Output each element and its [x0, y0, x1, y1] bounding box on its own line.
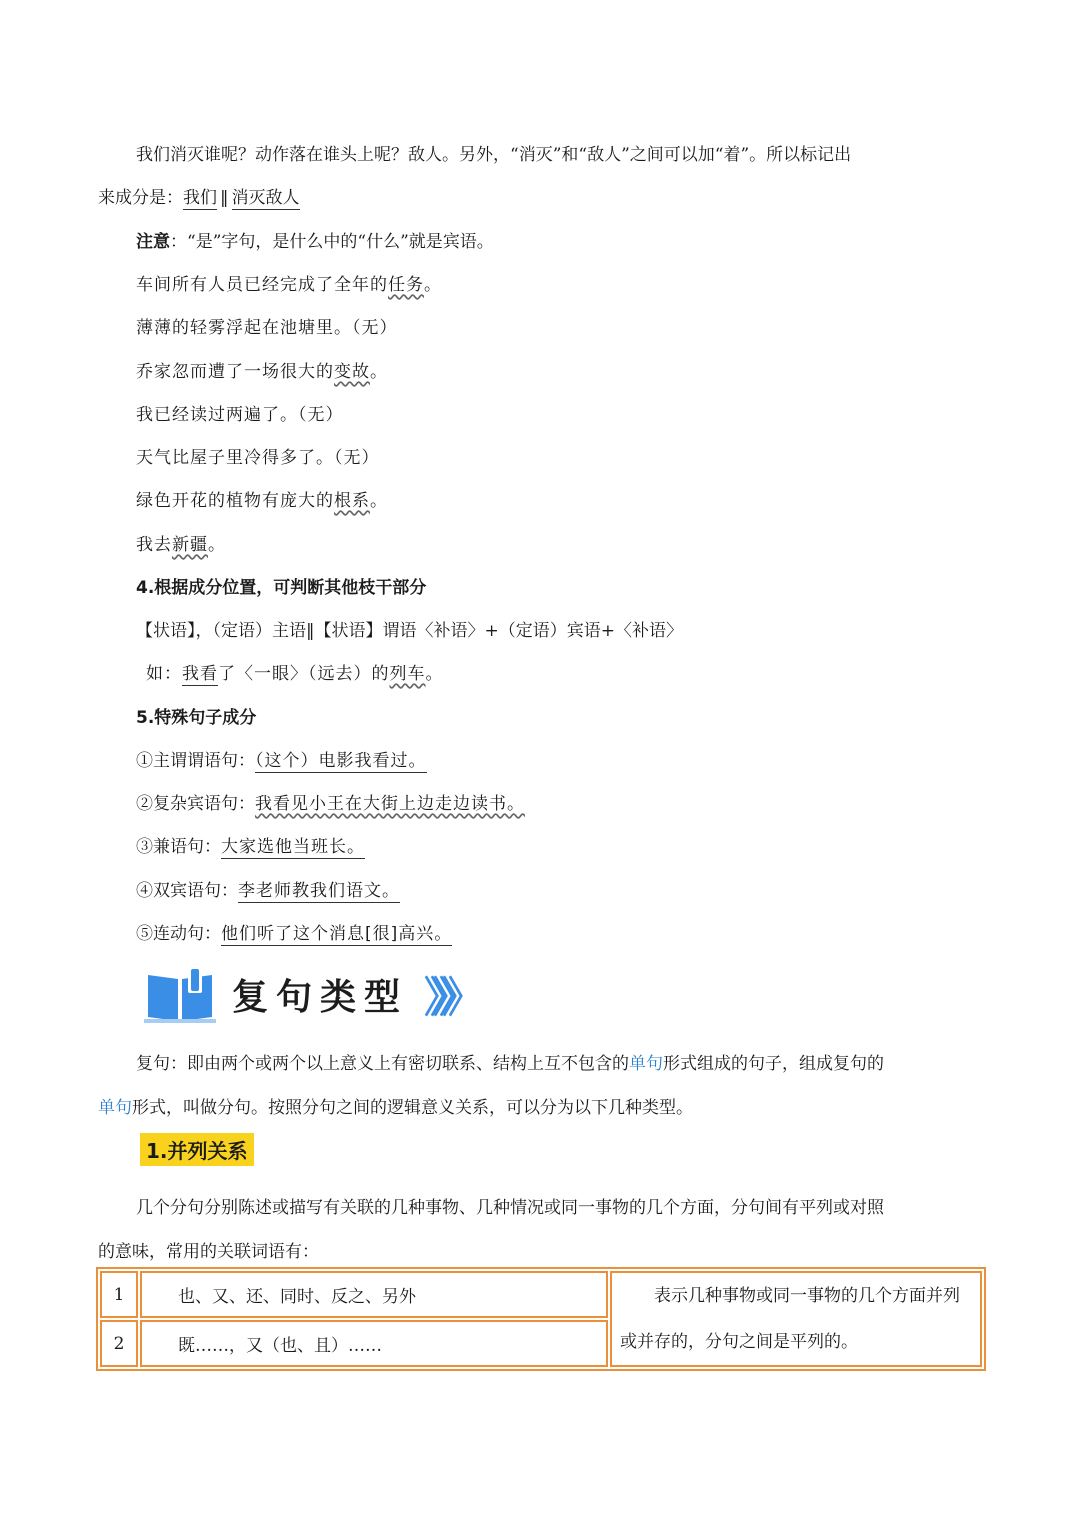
example-1: 车间所有人员已经完成了全年的任务。	[136, 275, 442, 295]
note-text: ：“是”字句，是什么中的“什么”就是宾语。	[170, 232, 494, 252]
section4-example: 如：我看了〈一眼〉（远去）的列车。	[146, 664, 444, 684]
link-danju: 单句	[98, 1098, 132, 1118]
relation-description	[610, 1271, 982, 1367]
compound-def-line2: 单句形式，叫做分句。按照分句之间的逻辑意义关系，可以分为以下几种类型。	[98, 1098, 693, 1118]
note-label: 注意	[136, 232, 170, 252]
special-item-1: ①主谓谓语句：（这个）电影我看过。	[136, 751, 427, 771]
banner-title: 复句类型	[232, 977, 409, 1018]
note-line	[136, 227, 494, 252]
subject-mark: 我们	[183, 188, 217, 208]
separator: ‖	[220, 188, 229, 208]
example-4: 我已经读过两遍了。（无）	[136, 405, 344, 425]
conjunction-words: 也、又、还、同时、反之、另外	[140, 1271, 608, 1318]
subject-mark: 我	[182, 664, 200, 684]
special-item-4: ④双宾语句：李老师教我们语文。	[136, 881, 400, 901]
object-mark: 任务	[388, 275, 424, 295]
section5-heading: 5.特殊句子成分	[136, 708, 257, 728]
para1-line2	[98, 183, 300, 208]
parallel-desc-line1: 几个分句分别陈述或描写有关联的几种事物、几种情况或同一事物的几个方面，分句间有平列或对照	[136, 1198, 884, 1218]
object-mark: 新疆	[172, 535, 208, 555]
example-7: 我去新疆。	[136, 535, 226, 555]
object-mark: 列车	[389, 664, 426, 684]
link-danju: 单句	[629, 1054, 663, 1074]
predicate-mark: 消灭敌人	[231, 188, 300, 208]
row-number: 1	[100, 1271, 138, 1318]
table-row	[100, 1271, 982, 1318]
special-item-2: ②复杂宾语句：我看见小王在大街上边走边读书。	[136, 794, 525, 814]
section4-heading: 4.根据成分位置，可判断其他枝干部分	[136, 578, 427, 598]
example-6: 绿色开花的植物有庞大的根系。	[136, 491, 388, 511]
desc-line1: 表示几种事物或同一事物的几个方面并列	[654, 1286, 960, 1306]
object-mark: 变故	[334, 362, 370, 382]
row-number: 2	[100, 1320, 138, 1367]
compound-def-line1: 复句：即由两个或两个以上意义上有密切联系、结构上互不包含的单句形式组成的句子，组成复句的	[136, 1054, 884, 1074]
chevron-right-icon: 》》》	[424, 973, 473, 1022]
example-2: 薄薄的轻雾浮起在池塘里。（无）	[136, 318, 398, 338]
desc-line2: 或并存的，分句之间是平列的。	[620, 1332, 858, 1352]
example-3: 乔家忽而遭了一场很大的变故。	[136, 362, 388, 382]
parallel-desc-line2: 的意味，常用的关联词语有：	[98, 1242, 319, 1262]
section-banner	[144, 965, 474, 1025]
conjunction-words: 既……，又（也、且）……	[140, 1320, 608, 1367]
open-book-icon	[144, 965, 216, 1025]
parallel-relation-tag: 1.并列关系	[140, 1133, 254, 1166]
special-item-5: ⑤连动句：他们听了这个消息[很]高兴。	[136, 924, 453, 944]
para1-prefix: 来成分是：	[98, 188, 183, 208]
object-mark: 根系	[334, 491, 370, 511]
special-item-3: ③兼语句：大家选他当班长。	[136, 837, 365, 857]
example-5: 天气比屋子里冷得多了。（无）	[136, 448, 380, 468]
conjunction-table	[96, 1267, 986, 1371]
section4-formula: 【状语】，（定语）主语‖【状语】谓语〈补语〉+（定语）宾语+〈补语〉	[136, 621, 683, 641]
predicate-mark: 看	[200, 664, 218, 684]
para1-line1: 我们消灭谁呢？动作落在谁头上呢？敌人。另外，“消灭”和“敌人”之间可以加“着”。所以标记出	[136, 145, 852, 165]
